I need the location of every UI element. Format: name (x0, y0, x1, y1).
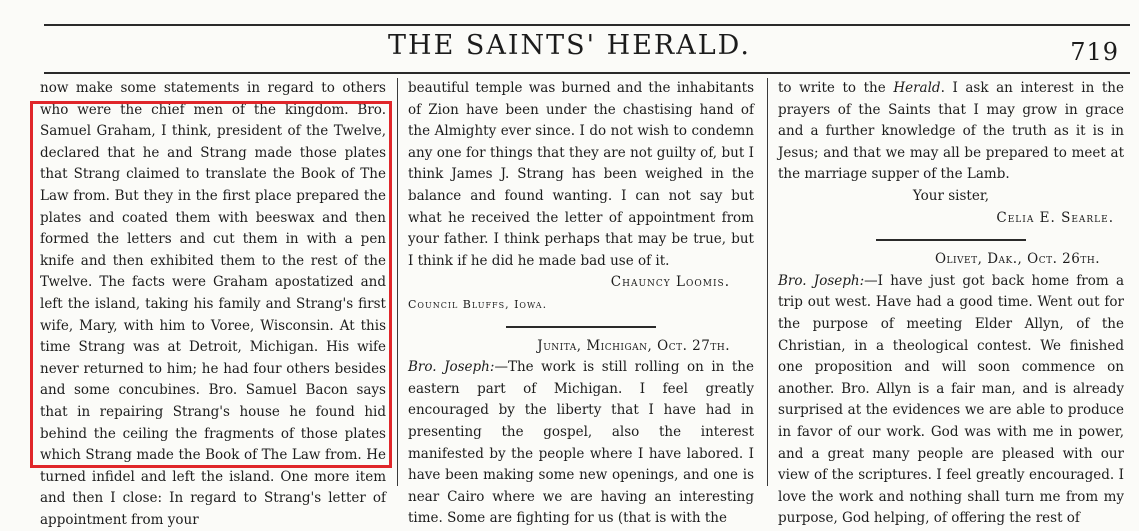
highlight-box (30, 101, 392, 468)
junita-letter-text: —The work is still rolling on in the eastern part of Michigan. I feel greatly encouraged by the liberty that I have had in presenting the gospel, also the interest manifested by the people where I have labored. I have been making some new openings, and one is near Cairo where we are having an interesting time. Some are fighting for us (that is with the (408, 359, 754, 527)
column-divider-2 (767, 78, 768, 486)
letter-separator (506, 326, 656, 328)
loomis-letter-text: beautiful temple was burned and the inhabitants of Zion have been under the chastising hand of the Almighty ever since. I do not wish to condemn any one for things that they are not guilty of, but I think James J. Strang has been weighed in the balance and found wanting. I can not say but what he received the letter of appointment from your father. I think perhaps that may be true, but I think if he did he made bad use of it. (408, 80, 754, 269)
column-divider-1 (397, 78, 398, 486)
page-number: 719 (1070, 38, 1119, 66)
header-bottom-rule (44, 72, 1130, 74)
header-top-rule (44, 24, 1130, 26)
junita-salutation: Bro. Joseph: (408, 359, 495, 376)
searle-closing: Your sister, (912, 187, 990, 204)
olivet-salutation: Bro. Joseph: (778, 272, 865, 289)
olivet-letter-text: —I have just got back home from a trip out west. Have had a good time. Went out for the purpose of meeting Elder Allyn, of the Christian, in a theological contest. We finished one proposition and will soon commence on another. Bro. Allyn is a fair man, and is already surprised at the evidences we are able to produce in favor of our work. God was with me in power, and a great many people are pleased with our view of the scriptures. I feel greatly encouraged. I love the work and nothing shall turn me from my purpose, God helping, of offering the rest of (778, 272, 1124, 527)
olivet-letter (778, 271, 1124, 530)
column-1-text: now make some statements in regard to others who were the chief men of the kingdom. Bro. Samuel Graham, I think, president of the Twelve, declared that he and Strang made those plates that Strang claimed to translate the Book of The Law from. But they in the first place prepared the plates and coated them with beeswax and then formed the letters and cut them in with a pen knife and then exhibited them to the rest of the Twelve. The facts were Graham apostatized and left the island, taking his family and Strang's first wife, Mary, with him to Voree, Wisconsin. At this time Strang was at Detroit, Michigan. His wife never returned to him; he had four others besides and some concubines. Bro. Samuel Bacon says that in repairing Strang's house he found hid behind the ceiling the fragments of those plates which Strang made the Book of The Law from. He turned infidel and left the island. One more item and then I close: In regard to Strang's letter of appointment from your (40, 80, 386, 528)
searle-text-rest: . I ask an interest in the prayers of the Saints that I may grow in grace and a further knowledge of the truth as it is in Jesus; and that we may all be prepared to meet at the marriage supper of the Lamb. (778, 80, 1124, 183)
newspaper-title: THE SAINTS' HERALD. (388, 30, 751, 61)
loomis-signature: Chauncy Loomis. (610, 274, 730, 291)
searle-text-start: to write to the (778, 80, 894, 96)
letter-separator (876, 239, 1026, 241)
searle-signature: Celia E. Searle. (996, 209, 1114, 226)
column-2 (408, 78, 754, 530)
olivet-dateline: Olivet, Dak., Oct. 26th. (934, 251, 1100, 268)
herald-mention: Herald (893, 80, 941, 96)
junita-dateline: Junita, Michigan, Oct. 27th. (537, 337, 730, 354)
loomis-place: Council Bluffs, Iowa. (408, 297, 548, 311)
junita-letter (408, 357, 754, 530)
searle-letter (778, 78, 1124, 186)
column-3 (778, 78, 1124, 530)
